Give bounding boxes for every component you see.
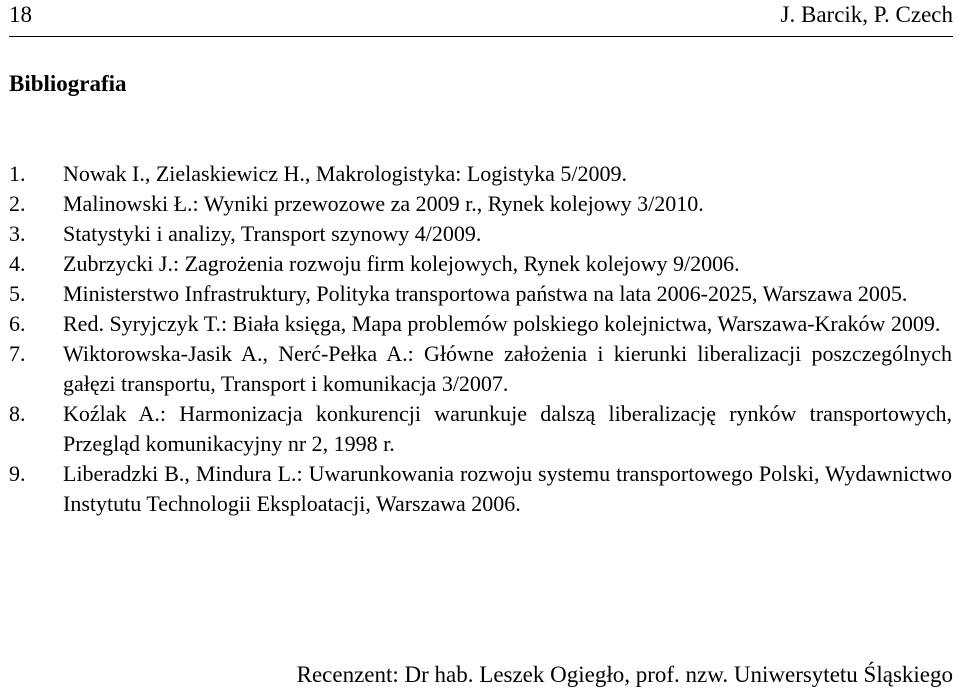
item-text: Ministerstwo Infrastruktury, Polityka transportowa państwa na lata 2006-2025, Warszawa 2005. — [63, 281, 908, 306]
bibliography-item — [9, 399, 952, 459]
item-text: Liberadzki B., Mindura L.: Uwarunkowania rozwoju systemu transportowego Polski, Wydawnictwo Instytutu Technologii Eksploatacji, Warszawa 2006. — [63, 461, 952, 516]
item-number: 3. — [9, 221, 26, 246]
bibliography-item — [9, 189, 952, 219]
bibliography-item — [9, 459, 952, 519]
item-text: Nowak I., Zielaskiewicz H., Makrologistyka: Logistyka 5/2009. — [63, 161, 627, 186]
reviewer-note: Recenzent: Dr hab. Leszek Ogiegło, prof. nzw. Uniwersytetu Śląskiego — [296, 662, 953, 687]
item-number: 7. — [9, 341, 26, 366]
running-header-authors: J. Barcik, P. Czech — [780, 2, 953, 27]
bibliography-item — [9, 159, 952, 189]
bibliography-item — [9, 339, 952, 399]
page-number: 18 — [9, 2, 32, 27]
bibliography-item — [9, 309, 952, 339]
bibliography-item — [9, 279, 952, 309]
page-header — [9, 0, 953, 37]
item-text: Zubrzycki J.: Zagrożenia rozwoju firm kolejowych, Rynek kolejowy 9/2006. — [63, 251, 740, 276]
item-text: Red. Syryjczyk T.: Biała księga, Mapa problemów polskiego kolejnictwa, Warszawa-Kraków 2009. — [63, 311, 941, 336]
item-number: 6. — [9, 311, 26, 336]
item-number: 4. — [9, 251, 26, 276]
item-number: 9. — [9, 461, 26, 486]
bibliography-item — [9, 219, 952, 249]
item-number: 1. — [9, 161, 26, 186]
section-title: Bibliografia — [9, 71, 127, 96]
item-text: Wiktorowska-Jasik A., Nerć-Pełka A.: Główne założenia i kierunki liberalizacji poszczególnych gałęzi transportu, Transport i komunikacja 3/2007. — [63, 341, 952, 396]
bibliography-item — [9, 249, 952, 279]
item-text: Koźlak A.: Harmonizacja konkurencji warunkuje dalszą liberalizację rynków transportowych, Przegląd komunikacyjny nr 2, 1998 r. — [63, 401, 952, 456]
item-number: 8. — [9, 401, 26, 426]
bibliography-list — [9, 159, 952, 519]
item-number: 2. — [9, 191, 26, 216]
item-text: Malinowski Ł.: Wyniki przewozowe za 2009 r., Rynek kolejowy 3/2010. — [63, 191, 704, 216]
item-number: 5. — [9, 281, 26, 306]
item-text: Statystyki i analizy, Transport szynowy 4/2009. — [63, 221, 482, 246]
